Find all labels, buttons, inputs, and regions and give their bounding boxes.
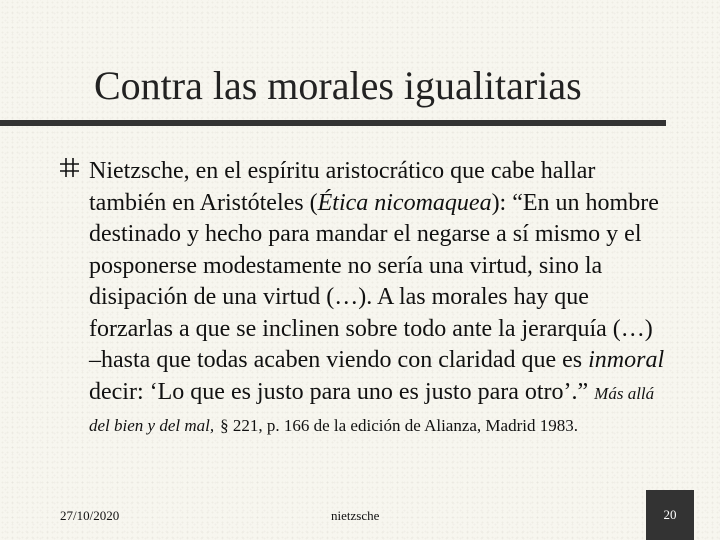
- source-title: Más allá del bien y del mal,: [89, 383, 655, 435]
- hash-bullet-icon: [57, 155, 81, 179]
- page-number: 20: [663, 507, 677, 522]
- title-rule: [0, 120, 666, 126]
- body-text-part1: Nietzsche, en el espíritu aristocrático que cabe hallar también en Aristóteles (: [89, 158, 596, 216]
- footer-date: 27/10/2020: [60, 508, 120, 523]
- footer-label: nietzsche: [331, 508, 380, 523]
- source-citation: § 221, p. 166 de la edición de Alianza, Madrid 1983.: [220, 416, 578, 435]
- body-text-part3: decir: ‘Lo que es justo para uno es justo para otro’.”: [89, 378, 589, 405]
- emphasis-word: inmoral: [588, 347, 665, 373]
- slide-title: Contra las morales igualitarias: [94, 63, 582, 108]
- book-title: Ética nicomaquea: [317, 189, 492, 216]
- body-text-part2: ): “En un hombre destinado y hecho para mandar el negarse a sí mismo y el posponerse modestamente no sería una virtud, sino la disipación de una virtud (…). A las morales hay que forzarlas a que se inclinen sobre todo ante la jerarquía (…) –hasta que todas acaben viendo con claridad que es: [89, 189, 659, 373]
- bullet-paragraph: [89, 156, 669, 442]
